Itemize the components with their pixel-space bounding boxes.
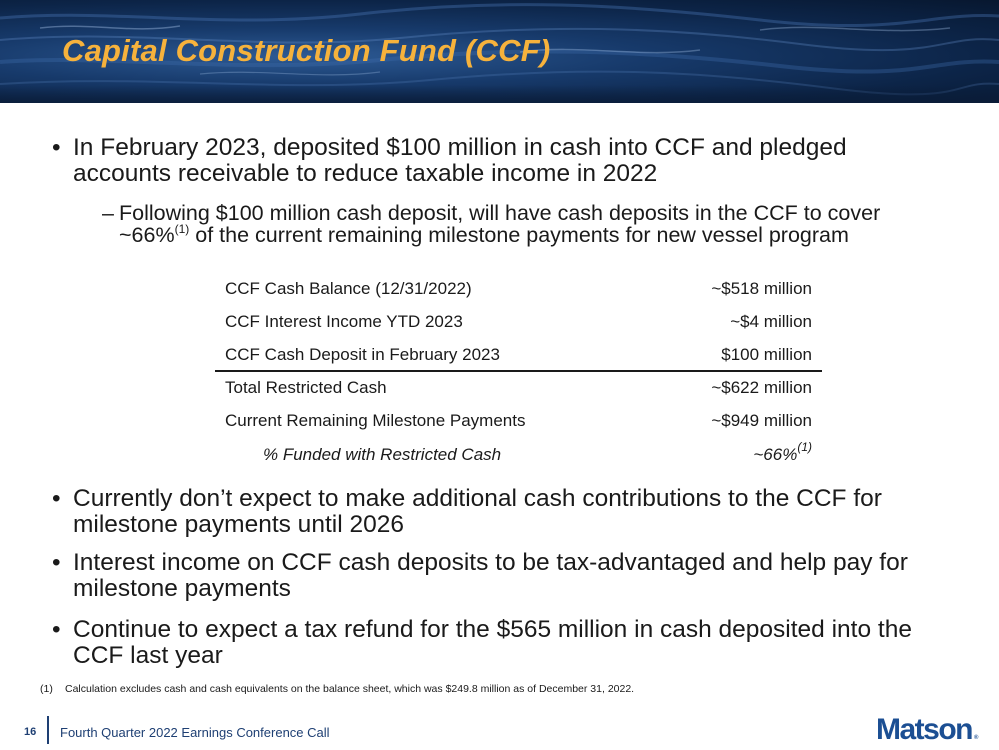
table-row-total: [215, 375, 822, 408]
row-value: $100 million: [721, 345, 812, 364]
footnote-number: (1): [40, 683, 53, 695]
sub-bullet-text: [119, 202, 909, 246]
slide-title: Capital Construction Fund (CCF): [62, 33, 551, 68]
footer-text: Fourth Quarter 2022 Earnings Conference Call: [60, 725, 330, 740]
row-label: Current Remaining Milestone Payments: [225, 411, 526, 430]
banner-shade: [0, 85, 999, 103]
row-label: CCF Cash Balance (12/31/2022): [225, 279, 472, 298]
row-value: ~$949 million: [711, 411, 812, 430]
footnote-ref: (1): [174, 222, 190, 236]
row-value: ~$518 million: [711, 279, 812, 298]
bullet-text: Currently don’t expect to make additional cash contributions to the CCF for milestone payments until 2026: [73, 485, 882, 538]
table-row-percent-funded: [215, 442, 822, 475]
table-row: [215, 309, 822, 342]
bullet-marker: •: [52, 616, 61, 643]
matson-logo: [876, 713, 978, 747]
row-label: CCF Cash Deposit in February 2023: [225, 345, 500, 364]
sum-rule: [215, 370, 822, 372]
row-value-group: [753, 442, 812, 468]
sub-bullet-marker: –: [102, 201, 114, 225]
row-label: Total Restricted Cash: [225, 378, 387, 397]
bullet-text: Continue to expect a tax refund for the $565 million in cash deposited into the CCF last year: [73, 616, 912, 669]
row-value: ~66%: [753, 445, 798, 464]
row-value: ~$622 million: [711, 378, 812, 397]
footnote-text: Calculation excludes cash and cash equivalents on the balance sheet, which was $249.8 million as of December 31, 2022.: [65, 683, 635, 695]
footer-divider: [47, 716, 49, 744]
page-number: 16: [24, 726, 37, 738]
logo-text: Matson: [876, 713, 972, 746]
row-label: CCF Interest Income YTD 2023: [225, 312, 463, 331]
sub-bullet-text-part: Following $100 million cash deposit, will have cash deposits in the CCF to cover ~66%: [119, 201, 881, 247]
table-row: [215, 408, 822, 441]
row-value: ~$4 million: [730, 312, 812, 331]
bullet-marker: •: [52, 485, 61, 512]
bullet-text: In February 2023, deposited $100 million in cash into CCF and pledged accounts receivable to reduce taxable income in 2022: [73, 134, 847, 187]
bullet-marker: •: [52, 134, 61, 161]
bullet-text: Interest income on CCF cash deposits to be tax-advantaged and help pay for milestone payments: [73, 549, 908, 602]
header-banner: [0, 0, 999, 103]
logo-registered-mark: ®: [974, 735, 979, 741]
sub-bullet-text-part: of the current remaining milestone payments for new vessel program: [189, 223, 849, 247]
row-label: % Funded with Restricted Cash: [263, 445, 502, 464]
bullet-marker: •: [52, 549, 61, 576]
footnote-ref: (1): [797, 440, 812, 454]
table-row: [215, 276, 822, 309]
